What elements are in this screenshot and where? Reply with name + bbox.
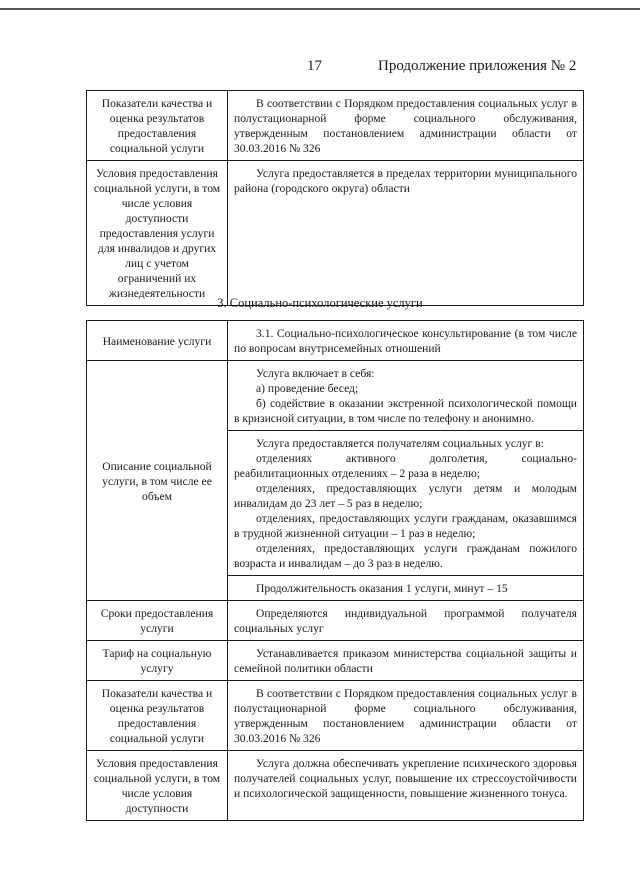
- provision-conditions-label: Условия предоставления социальной услуги, в том числе условия доступности предоставления услуги для инвалидов и других лиц с учетом ограничений их жизнедеятельности: [87, 161, 228, 306]
- section-title: 3. Социально-психологические услуги: [217, 296, 423, 310]
- provided-intro: Услуга предоставляется получателям социальных услуг в:: [256, 437, 544, 450]
- service-quality-value: [228, 681, 584, 751]
- service-quality-text: В соответствии с Порядком предоставления социальных услуг в полустационарной форме социального обслуживания, утвержденным постановлением администрации области от 30.03.2016 № 326: [234, 687, 577, 745]
- provided-item-2: отделениях, предоставляющих услуги детям и молодым инвалидам до 23 лет – 5 раз в неделю;: [234, 482, 577, 510]
- provision-conditions-value: [228, 161, 584, 306]
- table-row: [87, 751, 584, 821]
- service-table: [86, 320, 584, 821]
- provision-conditions-text: Услуга предоставляется в пределах территории муниципального района (городского округа) области: [234, 167, 577, 195]
- service-quality-label: Показатели качества и оценка результатов предоставления социальной услуги: [87, 681, 228, 751]
- terms-text: Определяются индивидуальной программой получателя социальных услуг: [234, 607, 577, 635]
- service-description-value: [228, 361, 584, 601]
- includes-item-b: б) содействие в оказании экстренной психологической помощи в кризисной ситуации, в том числе по телефону и анонимно.: [234, 397, 577, 425]
- page-number: 17: [307, 58, 322, 74]
- table-row: [87, 641, 584, 681]
- duration-section: [228, 576, 583, 601]
- includes-section: [228, 361, 583, 431]
- tariff-value: [228, 641, 584, 681]
- provided-item-4: отделениях, предоставляющих услуги гражданам пожилого возраста и инвалидам – до 3 раз в неделю.: [234, 542, 577, 570]
- provided-section: [228, 431, 583, 576]
- service-conditions-text: Услуга должна обеспечивать укрепление психического здоровья получателей социальных услуг, повышение их стрессоустойчивости и психологической защищенности, повышение жизненного тонуса.: [234, 757, 577, 800]
- table-row: [87, 91, 584, 161]
- table-row: [87, 161, 584, 306]
- table-row: [87, 601, 584, 641]
- provided-item-1: отделениях активного долголетия, социально-реабилитационных отделениях – 2 раза в неделю;: [234, 452, 577, 480]
- top-table: [86, 90, 584, 306]
- quality-indicators-label: Показатели качества и оценка результатов предоставления социальной услуги: [87, 91, 228, 161]
- service-description-label: Описание социальной услуги, в том числе ее объем: [87, 361, 228, 601]
- service-conditions-label: Условия предоставления социальной услуги, в том числе условия доступности: [87, 751, 228, 821]
- service-conditions-value: [228, 751, 584, 821]
- scan-border-line: [0, 8, 640, 10]
- includes-item-a: а) проведение бесед;: [256, 382, 359, 395]
- table-row: [87, 321, 584, 361]
- service-name-value: [228, 321, 584, 361]
- terms-value: [228, 601, 584, 641]
- appendix-continuation-title: Продолжение приложения № 2: [378, 58, 577, 74]
- provided-item-3: отделениях, предоставляющих услуги гражданам, оказавшимся в трудной жизненной ситуации – 1 раз в неделю;: [234, 512, 577, 540]
- service-name-text: 3.1. Социально-психологическое консультирование (в том числе по вопросам внутрисемейных отношений: [234, 327, 577, 355]
- page-header: [0, 58, 640, 78]
- includes-intro: Услуга включает в себя:: [256, 367, 375, 380]
- terms-label: Сроки предоставления услуги: [87, 601, 228, 641]
- quality-indicators-value: [228, 91, 584, 161]
- tariff-text: Устанавливается приказом министерства социальной защиты и семейной политики области: [234, 647, 577, 675]
- duration-text: Продолжительность оказания 1 услуги, минут – 15: [256, 582, 508, 595]
- description-subsections: [228, 361, 583, 600]
- table-row: [87, 681, 584, 751]
- table-row: [87, 361, 584, 601]
- tariff-label: Тариф на социальную услугу: [87, 641, 228, 681]
- service-name-label: Наименование услуги: [87, 321, 228, 361]
- quality-indicators-text: В соответствии с Порядком предоставления социальных услуг в полустационарной форме социального обслуживания, утвержденным постановлением администрации области от 30.03.2016 № 326: [234, 97, 577, 155]
